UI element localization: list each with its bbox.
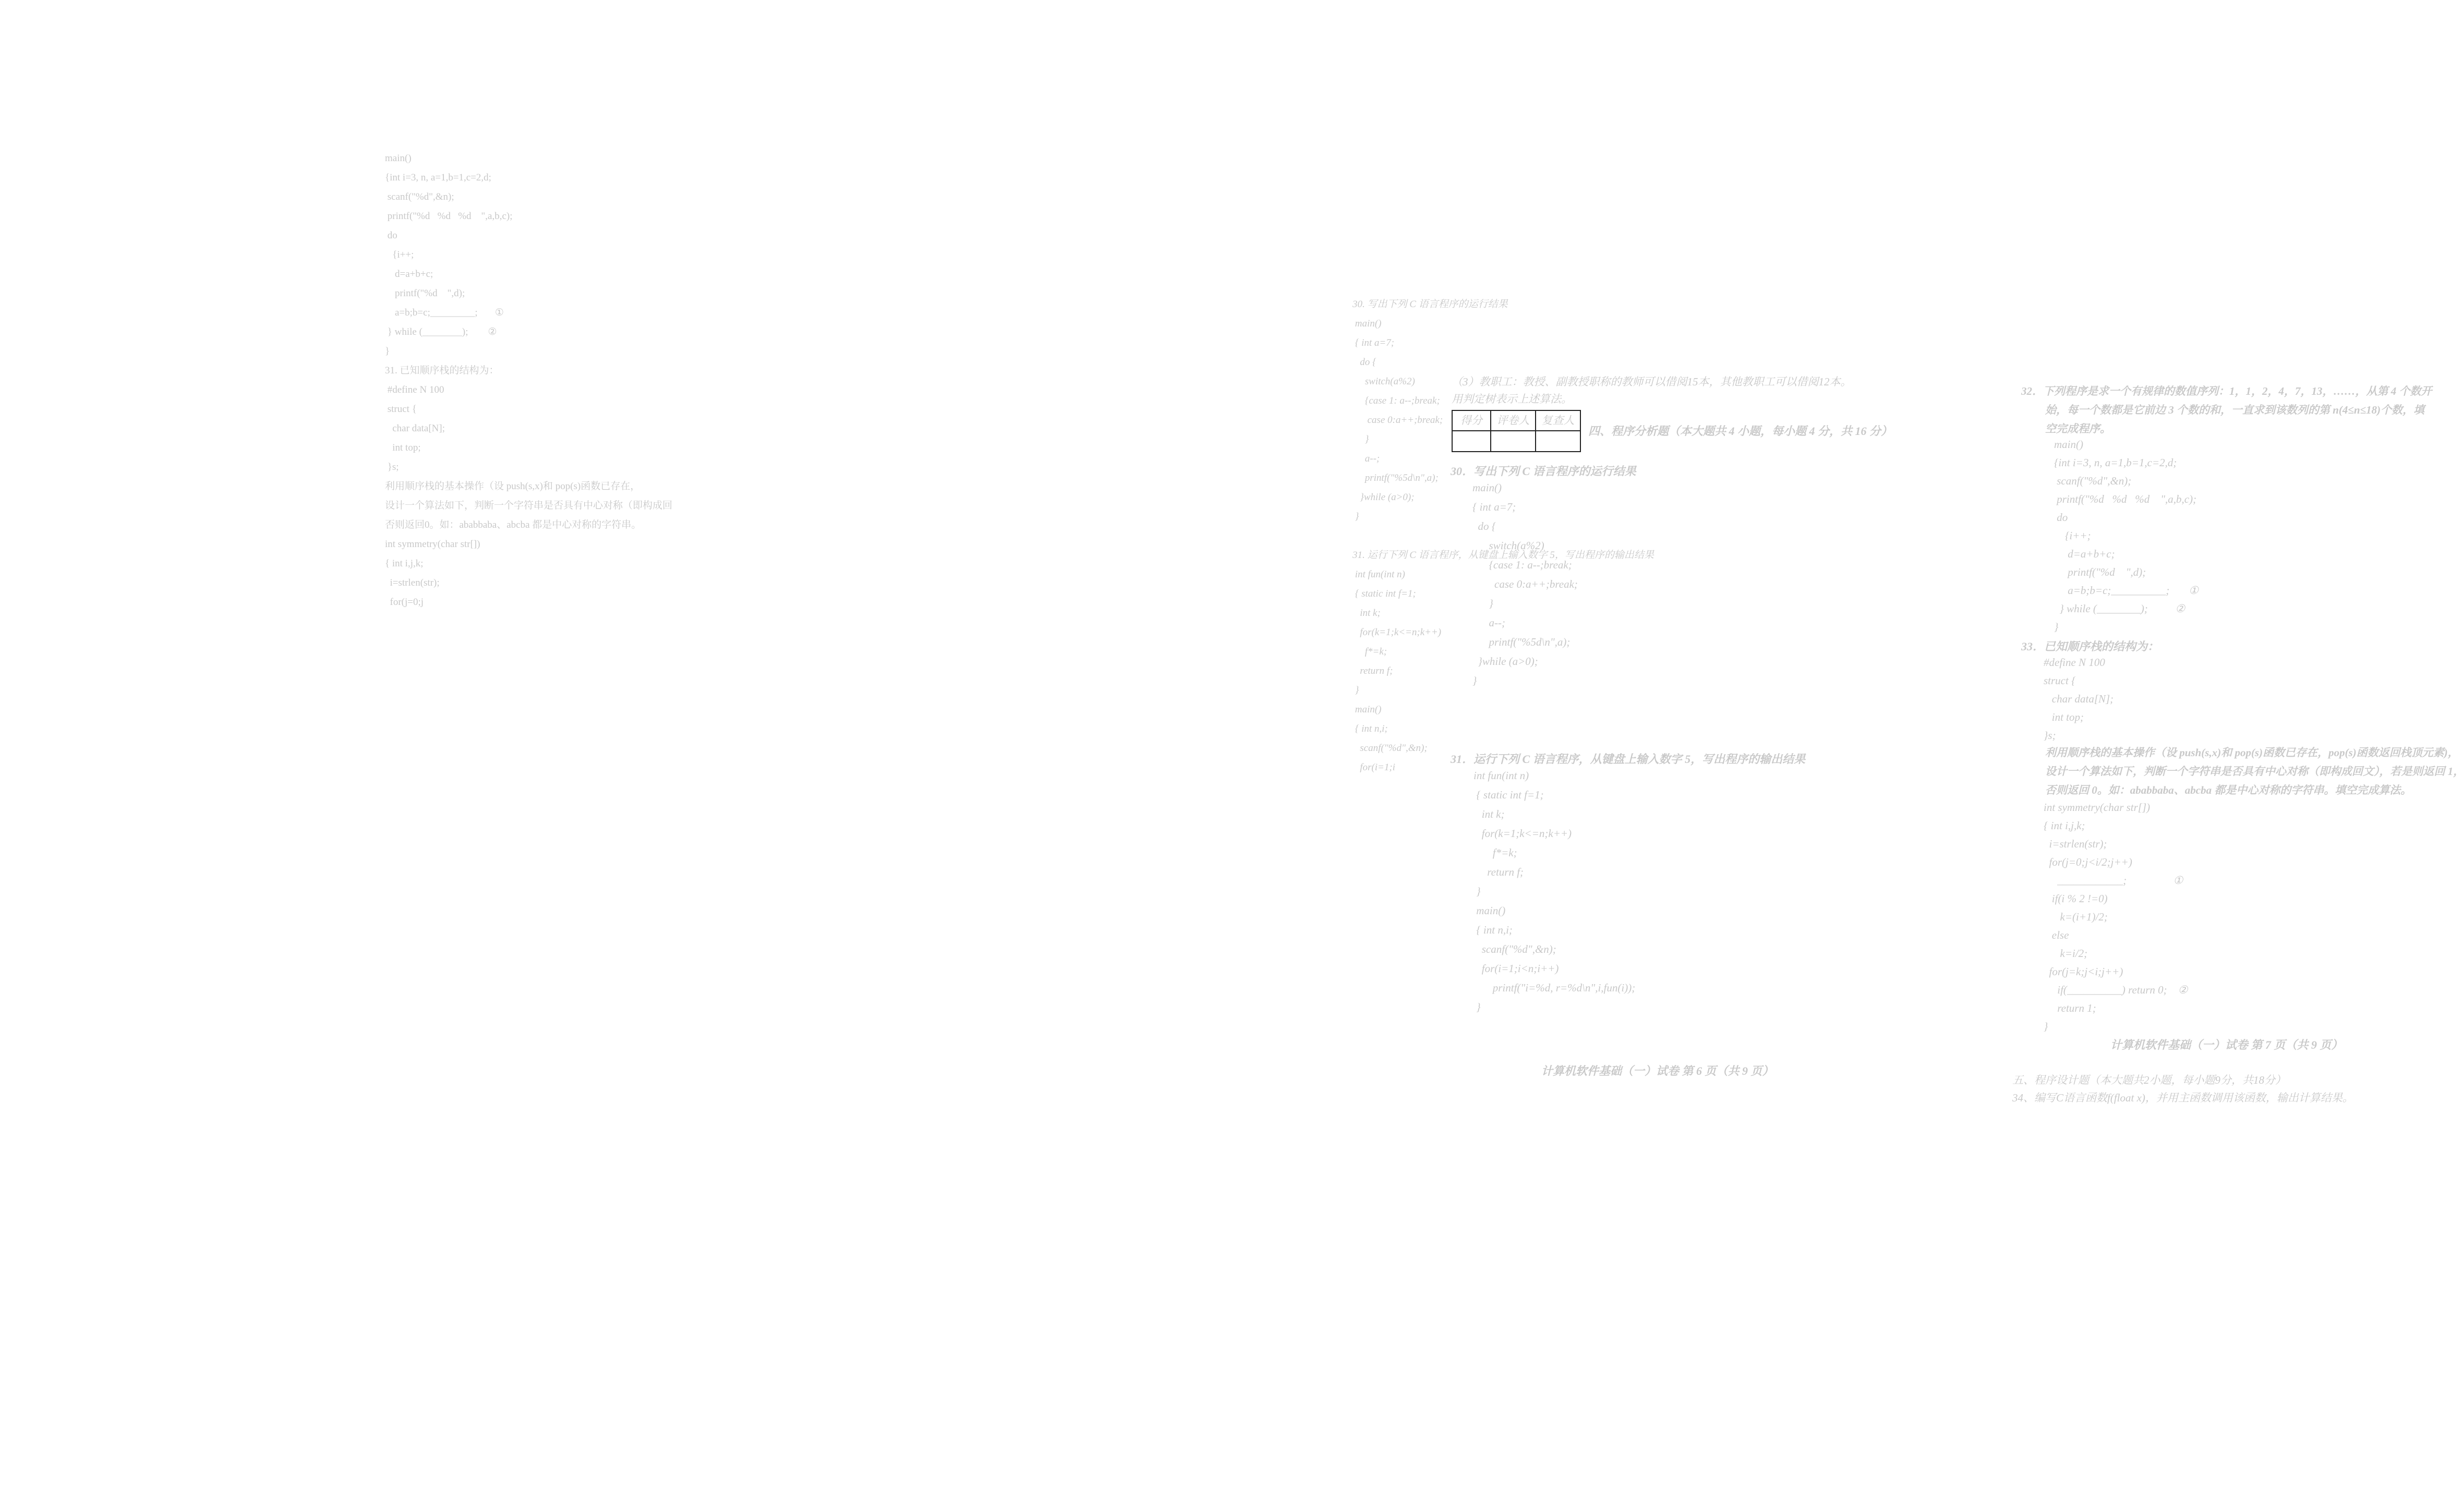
code-line: for(k=1;k<=n;k++) bbox=[1473, 827, 1572, 840]
code-line: return f; bbox=[1473, 866, 1524, 878]
code-line: main() bbox=[2054, 438, 2083, 451]
code-line: { int n,i; bbox=[1473, 924, 1513, 936]
code-line: ____________; ① bbox=[2044, 874, 2183, 887]
q33-code bbox=[2044, 798, 2188, 1036]
code-line: d=a+b+c; bbox=[2054, 548, 2115, 560]
q34-text: 34、编写C语言函数f(float x)，并用主函数调用该函数，输出计算结果。 bbox=[2012, 1092, 2353, 1104]
right-page-footer: 计算机软件基础（一）试卷 第 7 页（共 9 页） bbox=[2110, 1038, 2343, 1051]
q33-description bbox=[2045, 743, 2464, 799]
score-header: 得分 bbox=[1452, 410, 1491, 431]
code-line: }while (a>0); bbox=[1472, 655, 1538, 668]
description-line: 设计一个算法如下，判断一个字符串是否具有中心对称（即构成回文），若是则返回 1， bbox=[2045, 765, 2464, 778]
code-line: int top; bbox=[2044, 711, 2084, 723]
code-line: printf("i=%d, r=%d\n",i,fun(i)); bbox=[1473, 981, 1636, 994]
q32-line: 空完成程序。 bbox=[2045, 422, 2111, 435]
q32-code bbox=[2054, 435, 2199, 636]
code-line: for(i=1;i<n;i++) bbox=[1473, 962, 1559, 975]
code-line: int fun(int n) bbox=[1473, 769, 1529, 782]
q32-text bbox=[2021, 382, 2432, 438]
description-line: 利用顺序栈的基本操作（设 push(s,x)和 pop(s)函数已存在，pop(s)函数返回栈顶元素)， bbox=[2045, 746, 2459, 759]
code-line: else bbox=[2044, 929, 2069, 941]
code-line: { static int f=1; bbox=[1473, 789, 1544, 801]
code-line: }s; bbox=[2044, 729, 2056, 742]
code-line: main() bbox=[1472, 481, 1502, 494]
code-line: printf("%d %d %d ",a,b,c); bbox=[2054, 493, 2197, 505]
code-line: } bbox=[2044, 1020, 2048, 1033]
code-line: for(j=k;j<i;j++) bbox=[2044, 965, 2123, 978]
code-line: main() bbox=[1473, 904, 1506, 917]
left-page-footer: 计算机软件基础（一）试卷 第 6 页（共 9 页） bbox=[1541, 1064, 1774, 1077]
section-4-heading: 四、程序分析题（本大题共 4 小题，每小题 4 分，共 16 分） bbox=[1588, 425, 1893, 438]
code-line: a=b;b=c;__________; ① bbox=[2054, 584, 2199, 597]
code-line: struct { bbox=[2044, 674, 2076, 687]
code-line: f*=k; bbox=[1473, 846, 1517, 859]
q33-title: 33．已知顺序栈的结构为： bbox=[2021, 640, 2159, 653]
q31-code bbox=[1473, 766, 1635, 1017]
q33-struct bbox=[2044, 653, 2113, 745]
q32-line: 32．下列程序是求一个有规律的数值序列：1，1，2，4，7，13，……，从第 4 个数开 bbox=[2021, 385, 2432, 397]
score-cell bbox=[1452, 431, 1491, 452]
reviewer-header: 复查人 bbox=[1536, 410, 1580, 431]
code-line: char data[N]; bbox=[2044, 693, 2114, 705]
code-line: k=i/2; bbox=[2044, 947, 2088, 960]
code-line: if(__________) return 0; ② bbox=[2044, 984, 2188, 996]
grader-cell bbox=[1491, 431, 1536, 452]
code-line: {int i=3, n, a=1,b=1,c=2,d; bbox=[2054, 456, 2177, 469]
code-line: } bbox=[1472, 674, 1477, 687]
code-line: scanf("%d",&n); bbox=[2054, 475, 2132, 487]
code-line: case 0:a++;break; bbox=[1472, 578, 1578, 590]
intro-line-2: 用判定树表示上述算法。 bbox=[1452, 393, 1572, 405]
bleed-through-left: main() {int i=3, n, a=1,b=1,c=2,d; scanf("%d",&n); printf("%d %d %d ",a,b,c); do {i++; d=a+b+c; printf("%d ",d); a=b;b=c;_________; ① } while (________); ② } 31. 已知顺序栈的结构为： #define N 100 struct { char data[N]; int top; }s; 利用顺序栈的基本操作（设 push(s,x)和 pop(s)函数已存在， 设计一个算法如下，判断一个字符串是否具有中心对称（即构成回 否则返回0。如：ababbaba、abcba 都是中心对称的字符串。 int symmetry(char str[]) { int i,j,k; i=strlen(str); for(j=0;j 30. 写出下列 C 语言程序的运行结果 main() { int a=7; do { switch(a%2) {case 1: a--;break; case 0:a++;break; } a--; printf("%5d\n",a); }while (a>0); } 31. 运行下列 C 语言程序，从键盘上输入数字 5，写出程序的输出结果 int fun(int n) { static int f=1; int k; for(k=1;k<=n;k++) f*=k; return f; } main() { int n,i; scanf("%d",&n); for(i=1;i （3）教职工：教授、副教授职称的教师可以借阅15本，其他教职工可以借阅12本。 用判定树表示上述算法。 得分 评卷人 复查人 四、程序分析题（本大题共 4 小题，每小题 4 分，共 16 分） 30．写出下列 C 语言程序的运行结果 main() { int a=7; do { switch(a%2) {case 1: a--;break; case 0:a++;break; } a--; printf("%5d\n",a); }while (a>0); } 31．运行下列 C 语言程序，从键盘上输入数字 5，写出程序的输出结果 int fun(int n) { static int f=1; int k; for(k=1;k<=n;k++) f*=k; return f; } main() { int n,i; scanf("%d",&n); for(i=1;i<n;i++) printf("i=%d, r=%d\n",i,fun(i)); } 计算机软件基础（一）试卷 第 6 页（共 9 页） 32．下列程序是求一个有规律的数值序列：1，1，2，4，7，13，……，从第 4 个数开 始，每一个数都是它前边 3 个数的和，一直求到该数列的第 n(4≤n≤18)个数，填 空完成程序。 main() {int i=3, n, a=1,b=1,c=2,d; scanf("%d",&n); printf("%d %d %d ",a,b,c); do {i++; d=a+b+c; printf("%d ",d); a=b;b=c;__________; ① } while (________); ② } 33．已知顺序栈的结构为： #define N 100 struct { char data[N]; int top; }s; 利用顺序栈的基本操作（设 push(s,x)和 pop(s)函数已存在，pop(s)函数返回栈顶元素)， 设计一个算法如下，判断一个字符串是否具有中心对称（即构成回文），若是则返回 1， 否则返回 0。如：ababbaba、abcba 都是中心对称的字符串。填空完成算法。 int symmetry(char str[]) { int i,j,k; i=strlen(str); for(j=0;j<i/2;j++) ____________; ① if(i % 2 !=0) k=(i+1)/2; else k=i/2; for(j=k;j<i;j++) if(__________) return 0; ② return 1; } 计算机软件基础（一）试卷 第 7 页（共 9 页） 五、程序设计题（本大题共2小题，每小题9分，共18分） 34、编写C语言函数f(float x)，并用主函数调用该函数，输出计算结果。 bbox=[385, 149, 672, 612]
code-line: a--; bbox=[1472, 616, 1505, 629]
code-line: k=(i+1)/2; bbox=[2044, 911, 2108, 923]
q30-title: 30．写出下列 C 语言程序的运行结果 bbox=[1451, 465, 1636, 478]
code-line: { int a=7; bbox=[1472, 501, 1516, 513]
q30-code bbox=[1472, 478, 1578, 690]
code-line: i=strlen(str); bbox=[2044, 838, 2107, 850]
code-line: switch(a%2) bbox=[1472, 539, 1544, 552]
code-line: printf("%d ",d); bbox=[2054, 566, 2146, 578]
code-line: { int i,j,k; bbox=[2044, 819, 2085, 832]
code-line: if(i % 2 !=0) bbox=[2044, 892, 2108, 905]
code-line: do { bbox=[1472, 520, 1496, 532]
code-line: } bbox=[1472, 597, 1493, 610]
code-line: } while (________); ② bbox=[2054, 602, 2185, 615]
code-line: int symmetry(char str[]) bbox=[2044, 801, 2151, 814]
code-line: } bbox=[1473, 885, 1481, 898]
score-table bbox=[1452, 410, 1581, 452]
code-line: {case 1: a--;break; bbox=[1472, 559, 1572, 571]
section-5-heading: 五、程序设计题（本大题共2小题，每小题9分，共18分） bbox=[2012, 1074, 2286, 1086]
description-line: 否则返回 0。如：ababbaba、abcba 都是中心对称的字符串。填空完成算法。 bbox=[2045, 784, 2412, 796]
code-line: int k; bbox=[1473, 808, 1505, 820]
code-line: for(j=0;j<i/2;j++) bbox=[2044, 856, 2132, 868]
bleed-through-right: 30. 写出下列 C 语言程序的运行结果 main() { int a=7; do { switch(a%2) {case 1: a--;break; case 0:a++;break; } a--; printf("%5d\n",a); }while (a>0); } 31. 运行下列 C 语言程序，从键盘上输入数字 5，写出程序的输出结果 int fun(int n) { static int f=1; int k; for(k=1;k<=n;k++) f*=k; return f; } main() { int n,i; scanf("%d",&n); for(i=1;i （3）教职工：教授、副教授职称的教师可以借阅15本，其他教职工可以借阅12本。 用判定树表示上述算法。 得分 评卷人 复查人 四、程序分析题（本大题共 4 小题，每小题 4 分，共 16 分） 30．写出下列 C 语言程序的运行结果 main() { int a=7; do { switch(a%2) {case 1: a--;break; case 0:a++;break; } a--; printf("%5d\n",a); }while (a>0); } 31．运行下列 C 语言程序，从键盘上输入数字 5，写出程序的输出结果 int fun(int n) { static int f=1; int k; for(k=1;k<=n;k++) f*=k; return f; } main() { int n,i; scanf("%d",&n); for(i=1;i<n;i++) printf("i=%d, r=%d\n",i,fun(i)); } 计算机软件基础（一）试卷 第 6 页（共 9 页） 32．下列程序是求一个有规律的数值序列：1，1，2，4，7，13，……，从第 4 个数开 始，每一个数都是它前边 3 个数的和，一直求到该数列的第 n(4≤n≤18)个数，填 空完成程序。 main() {int i=3, n, a=1,b=1,c=2,d; scanf("%d",&n); printf("%d %d %d ",a,b,c); do {i++; d=a+b+c; printf("%d ",d); a=b;b=c;__________; ① } while (________); ② } 33．已知顺序栈的结构为： #define N 100 struct { char data[N]; int top; }s; 利用顺序栈的基本操作（设 push(s,x)和 pop(s)函数已存在，pop(s)函数返回栈顶元素)， 设计一个算法如下，判断一个字符串是否具有中心对称（即构成回文），若是则返回 1， 否则返回 0。如：ababbaba、abcba 都是中心对称的字符串。填空完成算法。 int symmetry(char str[]) { int i,j,k; i=strlen(str); for(j=0;j<i/2;j++) ____________; ① if(i % 2 !=0) k=(i+1)/2; else k=i/2; for(j=k;j<i;j++) if(__________) return 0; ② return 1; } 计算机软件基础（一）试卷 第 7 页（共 9 页） 五、程序设计题（本大题共2小题，每小题9分，共18分） 34、编写C语言函数f(float x)，并用主函数调用该函数，输出计算结果。 bbox=[1352, 295, 1654, 1491]
code-line: do bbox=[2054, 511, 2068, 524]
code-line: return 1; bbox=[2044, 1002, 2096, 1014]
reviewer-cell bbox=[1536, 431, 1580, 452]
code-line: {i++; bbox=[2054, 529, 2091, 542]
code-line: } bbox=[2054, 621, 2059, 633]
code-line: #define N 100 bbox=[2044, 656, 2105, 669]
code-line: } bbox=[1473, 1001, 1481, 1013]
q32-line: 始，每一个数都是它前边 3 个数的和，一直求到该数列的第 n(4≤n≤18)个数，填 bbox=[2045, 404, 2425, 416]
q31-title: 31．运行下列 C 语言程序，从键盘上输入数字 5，写出程序的输出结果 bbox=[1451, 753, 1806, 766]
code-line: scanf("%d",&n); bbox=[1473, 943, 1556, 955]
grader-header: 评卷人 bbox=[1491, 410, 1536, 431]
code-line: printf("%5d\n",a); bbox=[1472, 636, 1571, 648]
intro-line-1: （3）教职工：教授、副教授职称的教师可以借阅15本，其他教职工可以借阅12本。 bbox=[1452, 375, 1852, 388]
